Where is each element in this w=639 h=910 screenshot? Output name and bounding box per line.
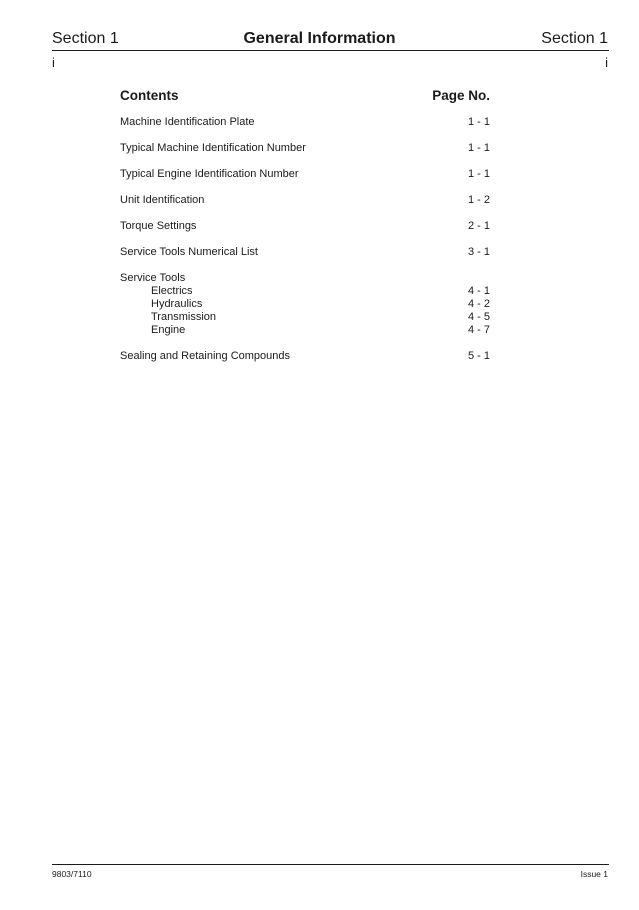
issue-label: Issue 1 [580, 869, 608, 879]
page-number-heading: Page No. [432, 88, 490, 103]
toc-entry-title[interactable]: Service Tools [120, 272, 186, 284]
page-number-right: i [605, 55, 608, 70]
toc-subentry-page: 4 - 2 [467, 298, 490, 310]
page-title: General Information [243, 30, 396, 47]
toc-subentry-title[interactable]: Electrics [151, 285, 193, 297]
footer-divider [52, 864, 609, 865]
toc-entry-title[interactable]: Machine Identification Plate [120, 116, 255, 128]
toc-entry-title[interactable]: Typical Engine Identification Number [120, 168, 299, 180]
section-label-left: Section 1 [52, 30, 119, 47]
header-divider [52, 50, 609, 51]
toc-entry-title[interactable]: Torque Settings [120, 220, 197, 232]
toc-entry-page: 2 - 1 [467, 220, 490, 232]
toc-entry-title[interactable]: Typical Machine Identification Number [120, 142, 306, 154]
toc-entry-page: 1 - 1 [467, 168, 490, 180]
toc-entry-page: 1 - 1 [467, 116, 490, 128]
toc-subentry-page: 4 - 7 [467, 324, 490, 336]
toc-subentry-title[interactable]: Hydraulics [151, 298, 203, 310]
toc-subentry-title[interactable]: Transmission [151, 311, 216, 323]
document-number: 9803/7110 [52, 869, 92, 879]
page-number-left: i [52, 55, 55, 70]
toc-entry-page: 1 - 1 [467, 142, 490, 154]
toc-entry-title[interactable]: Unit Identification [120, 194, 205, 206]
toc-entry-page: 3 - 1 [467, 246, 490, 258]
contents-heading: Contents [120, 88, 179, 103]
toc-entry-title[interactable]: Sealing and Retaining Compounds [120, 350, 291, 362]
toc-entry-page: 1 - 2 [467, 194, 490, 206]
toc-subentry-page: 4 - 1 [467, 285, 490, 297]
toc-subentry-page: 4 - 5 [467, 311, 490, 323]
toc-entry-title[interactable]: Service Tools Numerical List [120, 246, 258, 258]
toc-entry-page: 5 - 1 [467, 350, 490, 362]
section-label-right: Section 1 [541, 30, 608, 47]
toc-subentry-title[interactable]: Engine [151, 324, 186, 336]
